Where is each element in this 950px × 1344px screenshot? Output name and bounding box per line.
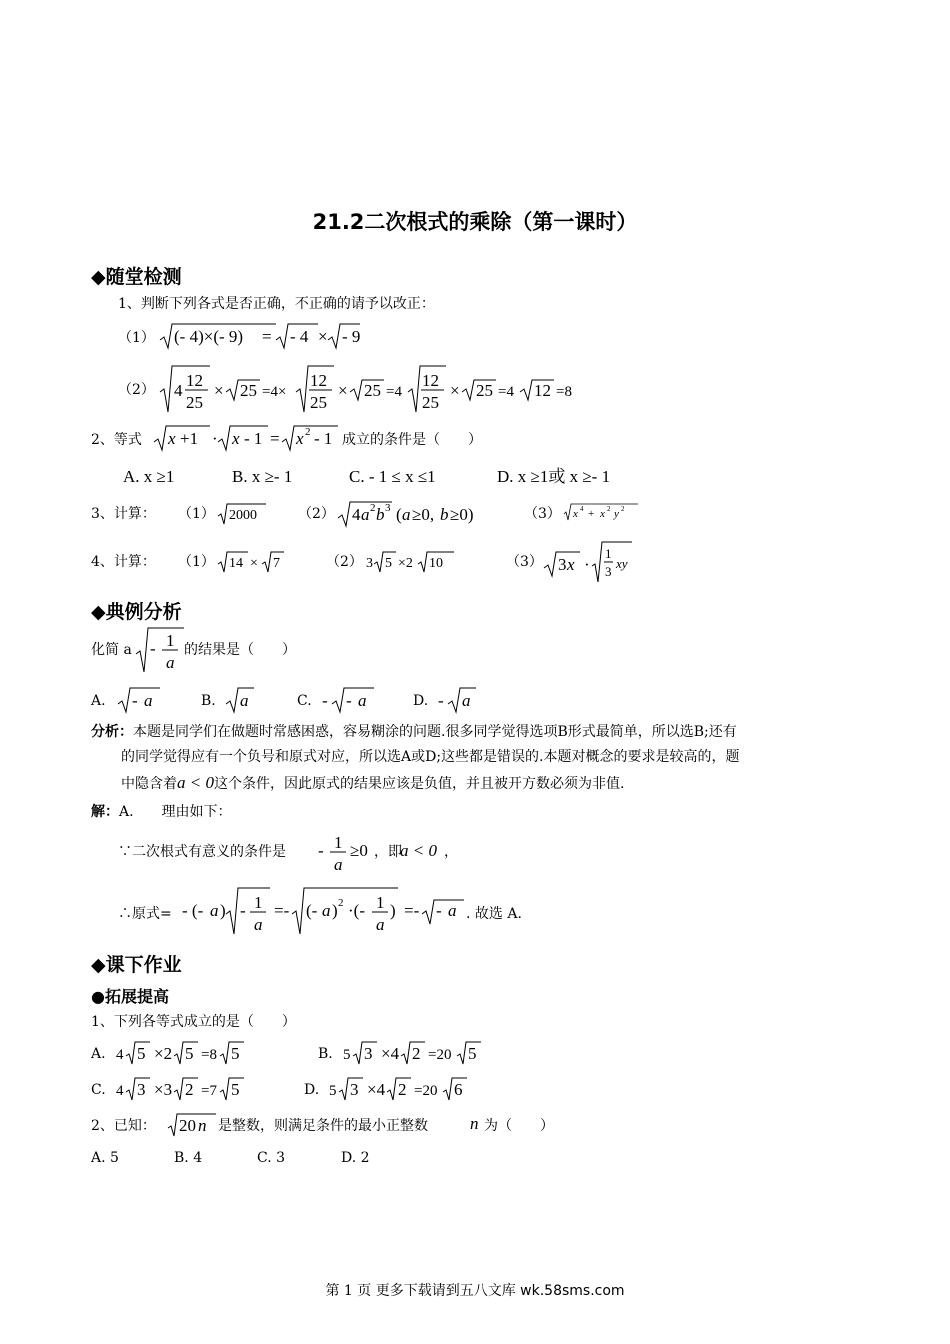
svg-text:): )	[220, 901, 226, 920]
q4-part2-formula	[364, 548, 464, 576]
svg-text:3: 3	[558, 555, 567, 574]
q1-part2-formula	[158, 362, 598, 416]
svg-text:-: -	[436, 901, 442, 920]
svg-text:=4: =4	[498, 384, 514, 400]
svg-text:×4: ×4	[367, 1080, 386, 1099]
q3-part3-formula	[562, 500, 642, 528]
svg-text:a: a	[322, 901, 331, 920]
svg-text:b: b	[376, 505, 385, 524]
svg-text:5: 5	[343, 1047, 351, 1063]
q2-option-d: D. x ≥1或 x ≥- 1	[497, 467, 611, 486]
svg-text:y: y	[614, 508, 619, 520]
svg-text:5: 5	[231, 1080, 240, 1099]
page-footer	[0, 1280, 950, 1300]
svg-text:4: 4	[116, 1047, 124, 1063]
section-heading-practice: ◆随堂检测	[91, 266, 182, 288]
svg-text:): )	[332, 901, 338, 920]
svg-text:=7: =7	[201, 1083, 217, 1099]
hw-q1-option-a-letter: A.	[91, 1046, 106, 1062]
svg-text:7: 7	[273, 556, 280, 571]
hw-q2-option-a: A. 5	[91, 1150, 119, 1166]
svg-text:=8: =8	[201, 1047, 217, 1063]
svg-text:- 1: - 1	[314, 429, 333, 448]
hw-q1-option-d	[327, 1074, 487, 1104]
svg-text:2: 2	[338, 897, 344, 909]
hw-q2-suffix: 为（ ）	[484, 1118, 554, 1134]
q3-part2-formula	[336, 498, 506, 530]
solution-text: A. 理由如下：	[119, 804, 232, 820]
q3-part2-label: （2）	[298, 506, 335, 522]
svg-text:25: 25	[476, 381, 493, 400]
svg-text:-: -	[346, 691, 352, 710]
q1-part1-formula	[158, 320, 368, 352]
svg-text:3: 3	[605, 564, 612, 579]
svg-text:a: a	[376, 915, 385, 934]
example-question-prefix: 化简 a	[91, 642, 132, 658]
q2-option-b: B. x ≥- 1	[232, 467, 293, 486]
therefore-prefix: ∴原式=	[118, 906, 172, 922]
example-question-suffix: 的结果是（ ）	[184, 642, 296, 658]
svg-text:2: 2	[607, 505, 611, 513]
analysis-paragraph	[91, 720, 871, 797]
analysis-line-1: 本题是同学们在做题时常感困惑，容易糊涂的问题.很多同学觉得选项B形式最简单，所以选B;还有	[133, 724, 737, 740]
svg-text:- (-: - (-	[182, 901, 204, 920]
svg-text:=20: =20	[428, 1047, 452, 1063]
svg-text:=20: =20	[414, 1083, 438, 1099]
svg-text:12: 12	[422, 371, 439, 390]
solution-label: 解：	[91, 804, 119, 820]
q4-part1-label: （1）	[178, 554, 215, 570]
svg-text:a: a	[210, 901, 219, 920]
hw-q2-option-c: C. 3	[257, 1150, 286, 1166]
svg-text:a: a	[334, 855, 343, 874]
svg-text:a: a	[402, 505, 411, 524]
svg-text:·: ·	[584, 555, 590, 574]
svg-text:x: x	[567, 555, 575, 574]
svg-text:=8: =8	[556, 384, 572, 400]
svg-text:a: a	[361, 505, 370, 524]
analysis-label: 分析：	[91, 724, 133, 740]
svg-text:-: -	[322, 691, 328, 710]
svg-text:-: -	[240, 901, 246, 920]
example-option-b	[224, 684, 264, 714]
q1-text: 1、判断下列各式是否正确，不正确的请予以改正：	[118, 296, 435, 312]
example-option-a	[116, 684, 166, 714]
svg-text:=-: =-	[404, 901, 420, 920]
svg-text:2: 2	[412, 1044, 421, 1063]
svg-text:1: 1	[166, 631, 175, 650]
analysis-condition: a < 0	[177, 773, 214, 792]
svg-text:12: 12	[186, 371, 203, 390]
example-option-c-letter: C.	[297, 693, 312, 709]
svg-text:x: x	[573, 508, 578, 520]
svg-text:- 9: - 9	[342, 327, 361, 346]
svg-text:a: a	[254, 915, 263, 934]
q4-part3-formula	[542, 538, 642, 586]
because-end: ，	[444, 844, 458, 860]
svg-text:a: a	[462, 691, 471, 710]
example-option-c	[320, 684, 380, 714]
svg-text:×: ×	[338, 381, 348, 400]
q2-formula	[152, 422, 342, 454]
svg-text:xy: xy	[616, 556, 628, 571]
svg-text:≥0,: ≥0,	[412, 505, 435, 524]
svg-text:x: x	[296, 429, 304, 448]
q4-prefix: 4、计算：	[91, 554, 156, 570]
therefore-formula	[180, 884, 480, 940]
svg-text:25: 25	[310, 393, 327, 412]
example-option-b-letter: B.	[201, 693, 216, 709]
svg-text:4: 4	[580, 505, 584, 513]
svg-text:×2: ×2	[398, 556, 413, 571]
svg-text:4: 4	[352, 505, 361, 524]
q2-option-c: C. - 1 ≤ x ≤1	[349, 467, 436, 486]
sub-heading-extension: ●拓展提高	[91, 987, 169, 1006]
svg-text:×4: ×4	[381, 1044, 400, 1063]
svg-text:·: ·	[212, 429, 218, 448]
svg-text:25: 25	[422, 393, 439, 412]
hw-q1-text: 1、下列各等式成立的是（ ）	[91, 1014, 296, 1030]
section-heading-homework: ◆课下作业	[91, 954, 182, 976]
svg-text:a: a	[448, 901, 457, 920]
therefore-suffix: . 故选 A.	[466, 906, 522, 922]
because-mid: ，即	[374, 844, 402, 860]
solution-line	[91, 800, 871, 825]
svg-text:b: b	[440, 505, 449, 524]
q3-part3-label: （3）	[524, 506, 561, 522]
example-option-d-letter: D.	[413, 693, 429, 709]
svg-text:2: 2	[185, 1080, 194, 1099]
svg-text:25: 25	[364, 381, 381, 400]
analysis-line-3	[91, 770, 871, 797]
footer-page-text: 第 1 页 更多下载请到五八文库	[325, 1283, 516, 1299]
svg-text:+: +	[588, 508, 595, 520]
q4-part1-formula	[216, 548, 296, 576]
svg-text:n: n	[198, 1116, 207, 1135]
svg-text:=-: =-	[274, 901, 290, 920]
footer-site-link[interactable]: wk.58sms.com	[520, 1283, 625, 1299]
hw-q2-option-b: B. 4	[174, 1150, 203, 1166]
hw-q1-option-b-letter: B.	[318, 1046, 333, 1062]
svg-text:=4: =4	[386, 384, 402, 400]
svg-text:2: 2	[305, 426, 311, 438]
svg-text:≥0): ≥0)	[450, 505, 474, 524]
svg-text:a: a	[144, 691, 153, 710]
q3-part1-label: （1）	[178, 506, 215, 522]
hw-q2-prefix: 2、已知：	[91, 1118, 156, 1134]
hw-q1-option-a	[114, 1038, 274, 1068]
svg-text:=4×: =4×	[262, 384, 287, 400]
svg-text:x: x	[232, 429, 240, 448]
example-option-a-letter: A.	[91, 693, 106, 709]
q4-part3-label: （3）	[506, 554, 543, 570]
svg-text:a: a	[358, 691, 367, 710]
svg-text:12: 12	[310, 371, 327, 390]
svg-text:1: 1	[254, 893, 263, 912]
svg-text:12: 12	[534, 381, 551, 400]
svg-text:14: 14	[229, 556, 243, 571]
svg-text:1: 1	[334, 833, 343, 852]
svg-text:2: 2	[398, 1080, 407, 1099]
hw-q2-var: n	[470, 1114, 479, 1133]
because-formula	[316, 826, 376, 878]
svg-text:a: a	[166, 653, 175, 672]
svg-text:×: ×	[450, 381, 460, 400]
svg-text:(-: (-	[306, 901, 318, 920]
q1-part2-label: （2）	[118, 382, 155, 398]
hw-q2-option-d: D. 2	[341, 1150, 370, 1166]
q4-part2-label: （2）	[326, 554, 363, 570]
svg-text:25: 25	[186, 393, 203, 412]
svg-text:): )	[390, 901, 396, 920]
svg-text:- 1: - 1	[244, 429, 263, 448]
hw-q1-option-b	[341, 1038, 501, 1068]
q1-part1-label: （1）	[118, 330, 155, 346]
svg-text:5: 5	[137, 1044, 146, 1063]
svg-text:5: 5	[329, 1083, 337, 1099]
svg-text:×: ×	[214, 381, 224, 400]
analysis-line-2: 的同学觉得应有一个负号和原式对应，所以选A或D;这些都是错误的.本题对概念的要求是较高的，题	[121, 749, 740, 765]
q3-prefix: 3、计算：	[91, 506, 156, 522]
svg-text:25: 25	[240, 381, 257, 400]
example-option-d	[436, 684, 486, 714]
svg-text:2: 2	[370, 502, 376, 514]
q2-suffix: 成立的条件是（ ）	[342, 432, 482, 448]
svg-text:3: 3	[385, 502, 391, 514]
svg-text:3: 3	[137, 1080, 146, 1099]
svg-text:a: a	[240, 691, 249, 710]
section-heading-example: ◆典例分析	[91, 601, 182, 623]
page-title: 21.2二次根式的乘除（第一课时）	[312, 210, 638, 234]
svg-text:5: 5	[231, 1044, 240, 1063]
svg-text:5: 5	[468, 1044, 477, 1063]
svg-text:20: 20	[179, 1116, 196, 1135]
svg-text:-: -	[318, 841, 324, 860]
svg-text:=: =	[270, 429, 280, 448]
hw-q1-option-c-letter: C.	[91, 1082, 106, 1098]
svg-text:·(-: ·(-	[348, 901, 365, 920]
svg-text:(: (	[396, 505, 402, 524]
svg-text:+1: +1	[180, 429, 199, 448]
svg-text:≥0: ≥0	[350, 841, 368, 860]
svg-text:6: 6	[454, 1080, 463, 1099]
because-condition: a < 0	[400, 841, 437, 860]
svg-text:×3: ×3	[154, 1080, 173, 1099]
svg-text:- 4: - 4	[290, 327, 309, 346]
svg-text:3: 3	[366, 556, 373, 571]
svg-text:x: x	[168, 429, 176, 448]
q2-option-a: A. x ≥1	[123, 467, 175, 486]
q2-prefix: 2、等式	[91, 432, 142, 448]
hw-q2-formula	[166, 1110, 226, 1140]
svg-text:3: 3	[350, 1080, 359, 1099]
svg-text:-: -	[132, 691, 138, 710]
svg-text:×2: ×2	[154, 1044, 173, 1063]
svg-text:3: 3	[364, 1044, 373, 1063]
svg-text:×: ×	[250, 556, 258, 571]
svg-text:=: =	[262, 327, 272, 346]
hw-q1-option-c	[114, 1074, 274, 1104]
svg-text:2000: 2000	[229, 508, 257, 523]
svg-text:4: 4	[116, 1083, 124, 1099]
because-prefix: ∵二次根式有意义的条件是	[118, 844, 286, 860]
svg-text:2: 2	[621, 505, 625, 513]
hw-q2-mid: 是整数，则满足条件的最小正整数	[218, 1118, 428, 1134]
svg-text:5: 5	[185, 1044, 194, 1063]
svg-text:4: 4	[174, 381, 183, 400]
analysis-line-3-post: 这个条件，因此原式的结果应该是负值，并且被开方数必须为非值.	[213, 776, 625, 792]
hw-q1-option-d-letter: D.	[304, 1082, 320, 1098]
analysis-line-3-pre: 中隐含着	[121, 776, 177, 792]
svg-text:-: -	[150, 639, 156, 658]
svg-text:(- 4)×(- 9): (- 4)×(- 9)	[174, 327, 244, 346]
svg-text:10: 10	[429, 556, 443, 571]
svg-text:×: ×	[318, 327, 328, 346]
svg-text:1: 1	[376, 893, 385, 912]
q3-part1-formula	[216, 500, 270, 528]
svg-text:1: 1	[605, 546, 612, 561]
svg-text:x: x	[600, 508, 605, 520]
svg-text:5: 5	[385, 556, 392, 571]
svg-text:-: -	[438, 691, 444, 710]
